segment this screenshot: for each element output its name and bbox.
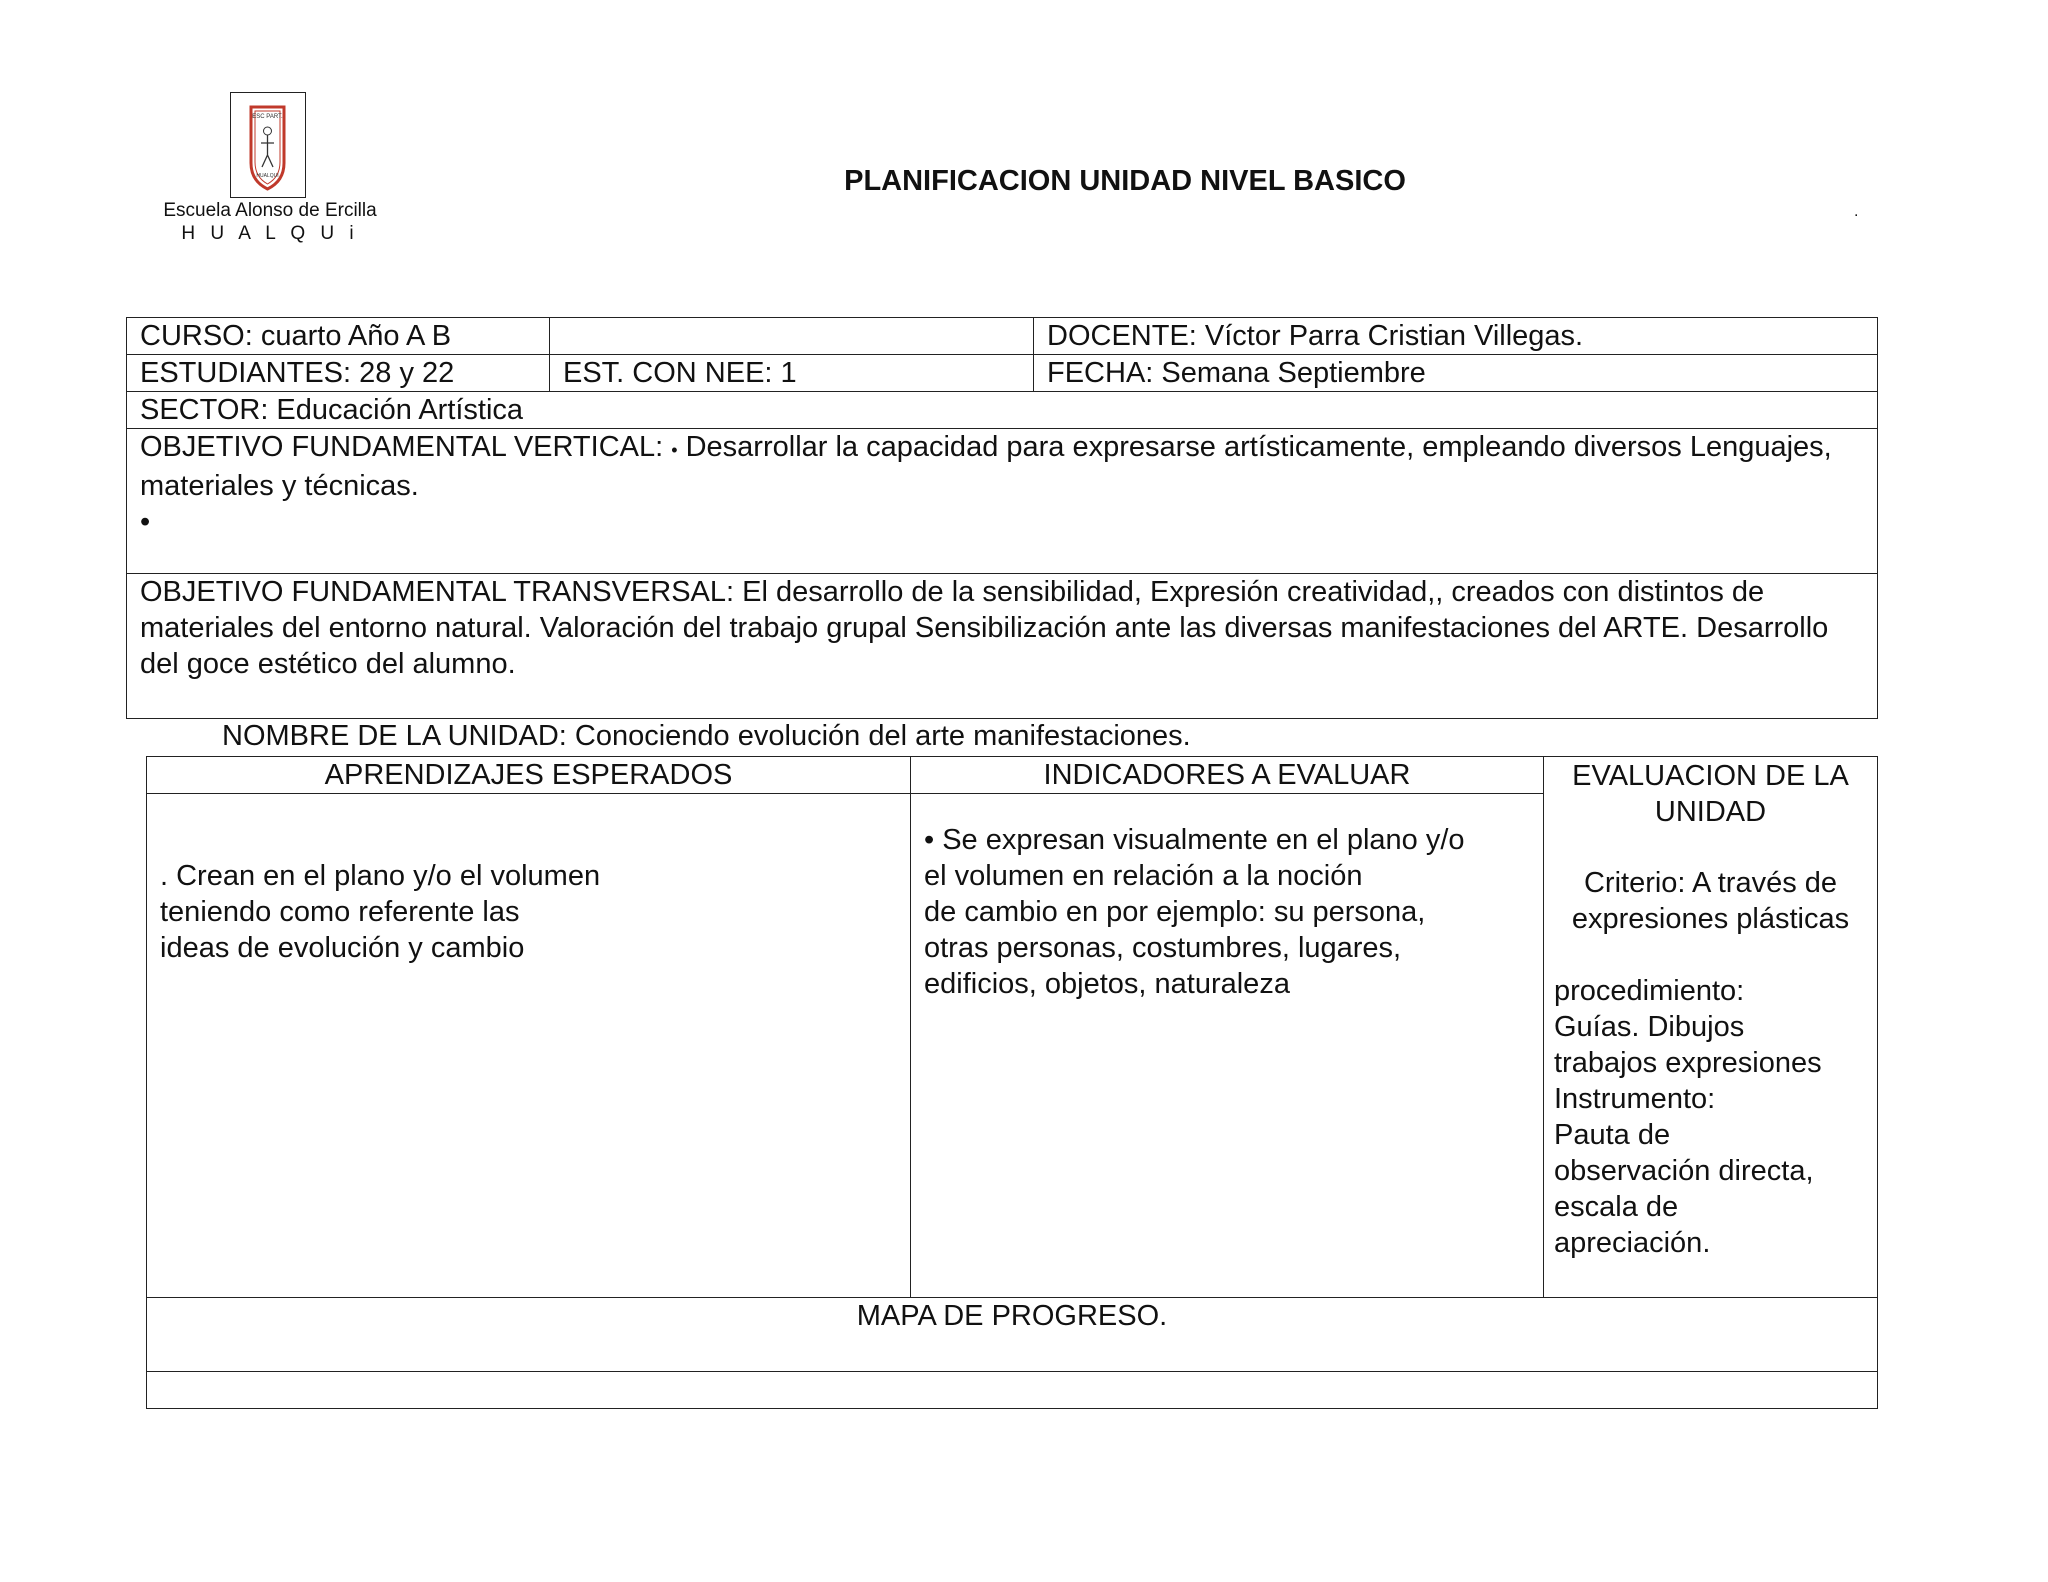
docente-cell: DOCENTE: Víctor Parra Cristian Villegas.	[1034, 318, 1878, 355]
sector-cell: SECTOR: Educación Artística	[127, 392, 1878, 429]
mapa-progreso-cell: MAPA DE PROGRESO.	[147, 1298, 1878, 1372]
evaluacion-criterio: Criterio: A través de expresiones plásticas	[1571, 867, 1850, 935]
oft-cell: OBJETIVO FUNDAMENTAL TRANSVERSAL: El desarrollo de la sensibilidad, Expresión creatividad,, creados con distintos de materiales del entorno natural. Valoración del trabajo grupal Sensibilización ante las diversas manifestaciones del ARTE. Desarrollo del goce estético del alumno.	[127, 574, 1878, 719]
ofv-bullet: •	[671, 440, 678, 460]
ofv-label: OBJETIVO FUNDAMENTAL VERTICAL:	[140, 431, 664, 463]
fecha-cell: FECHA: Semana Septiembre	[1034, 355, 1878, 392]
unit-table	[146, 756, 1878, 1409]
evaluacion-procedimiento: procedimiento: Guías. Dibujos trabajos expresiones Instrumento: Pauta de observación directa, escala de apreciación.	[1554, 975, 1822, 1259]
unit-name: NOMBRE DE LA UNIDAD: Conociendo evolución del arte manifestaciones.	[222, 720, 1191, 752]
ofv-text: Desarrollar la capacidad para expresarse artísticamente, empleando diversos Lenguajes, materiales y técnicas.	[140, 431, 1832, 502]
est-nee-cell: EST. CON NEE: 1	[550, 355, 1034, 392]
estudiantes-cell: ESTUDIANTES: 28 y 22	[127, 355, 550, 392]
ofv-cell	[127, 429, 1878, 574]
header-dot: .	[1854, 203, 1859, 220]
aprendizajes-cell: . Crean en el plano y/o el volumen teniendo como referente las ideas de evolución y cambio	[147, 794, 911, 1298]
school-logo	[230, 92, 306, 198]
school-name: Escuela Alonso de Ercilla	[163, 200, 377, 221]
logo-bottom-text: HUALQUI	[256, 173, 279, 179]
header-aprendizajes: APRENDIZAJES ESPERADOS	[147, 757, 911, 794]
school-city: H U A L Q U i	[181, 223, 359, 244]
indicadores-cell: • Se expresan visualmente en el plano y/o el volumen en relación a la noción de cambio en por ejemplo: su persona, otras personas, costumbres, lugares, edificios, objetos, naturaleza	[911, 794, 1544, 1298]
info-table	[126, 317, 1878, 719]
empty-cell	[550, 318, 1034, 355]
logo-top-text: ESC PART.	[252, 114, 283, 120]
header-evaluacion: EVALUACION DE LA UNIDAD	[1572, 760, 1849, 828]
empty-footer-cell	[147, 1372, 1878, 1409]
evaluacion-cell	[1544, 757, 1878, 1298]
header-indicadores: INDICADORES A EVALUAR	[911, 757, 1544, 794]
curso-cell: CURSO: cuarto Año A B	[127, 318, 550, 355]
page-title: PLANIFICACION UNIDAD NIVEL BASICO	[844, 165, 1406, 197]
ofv-extra-bullet: •	[140, 506, 151, 538]
